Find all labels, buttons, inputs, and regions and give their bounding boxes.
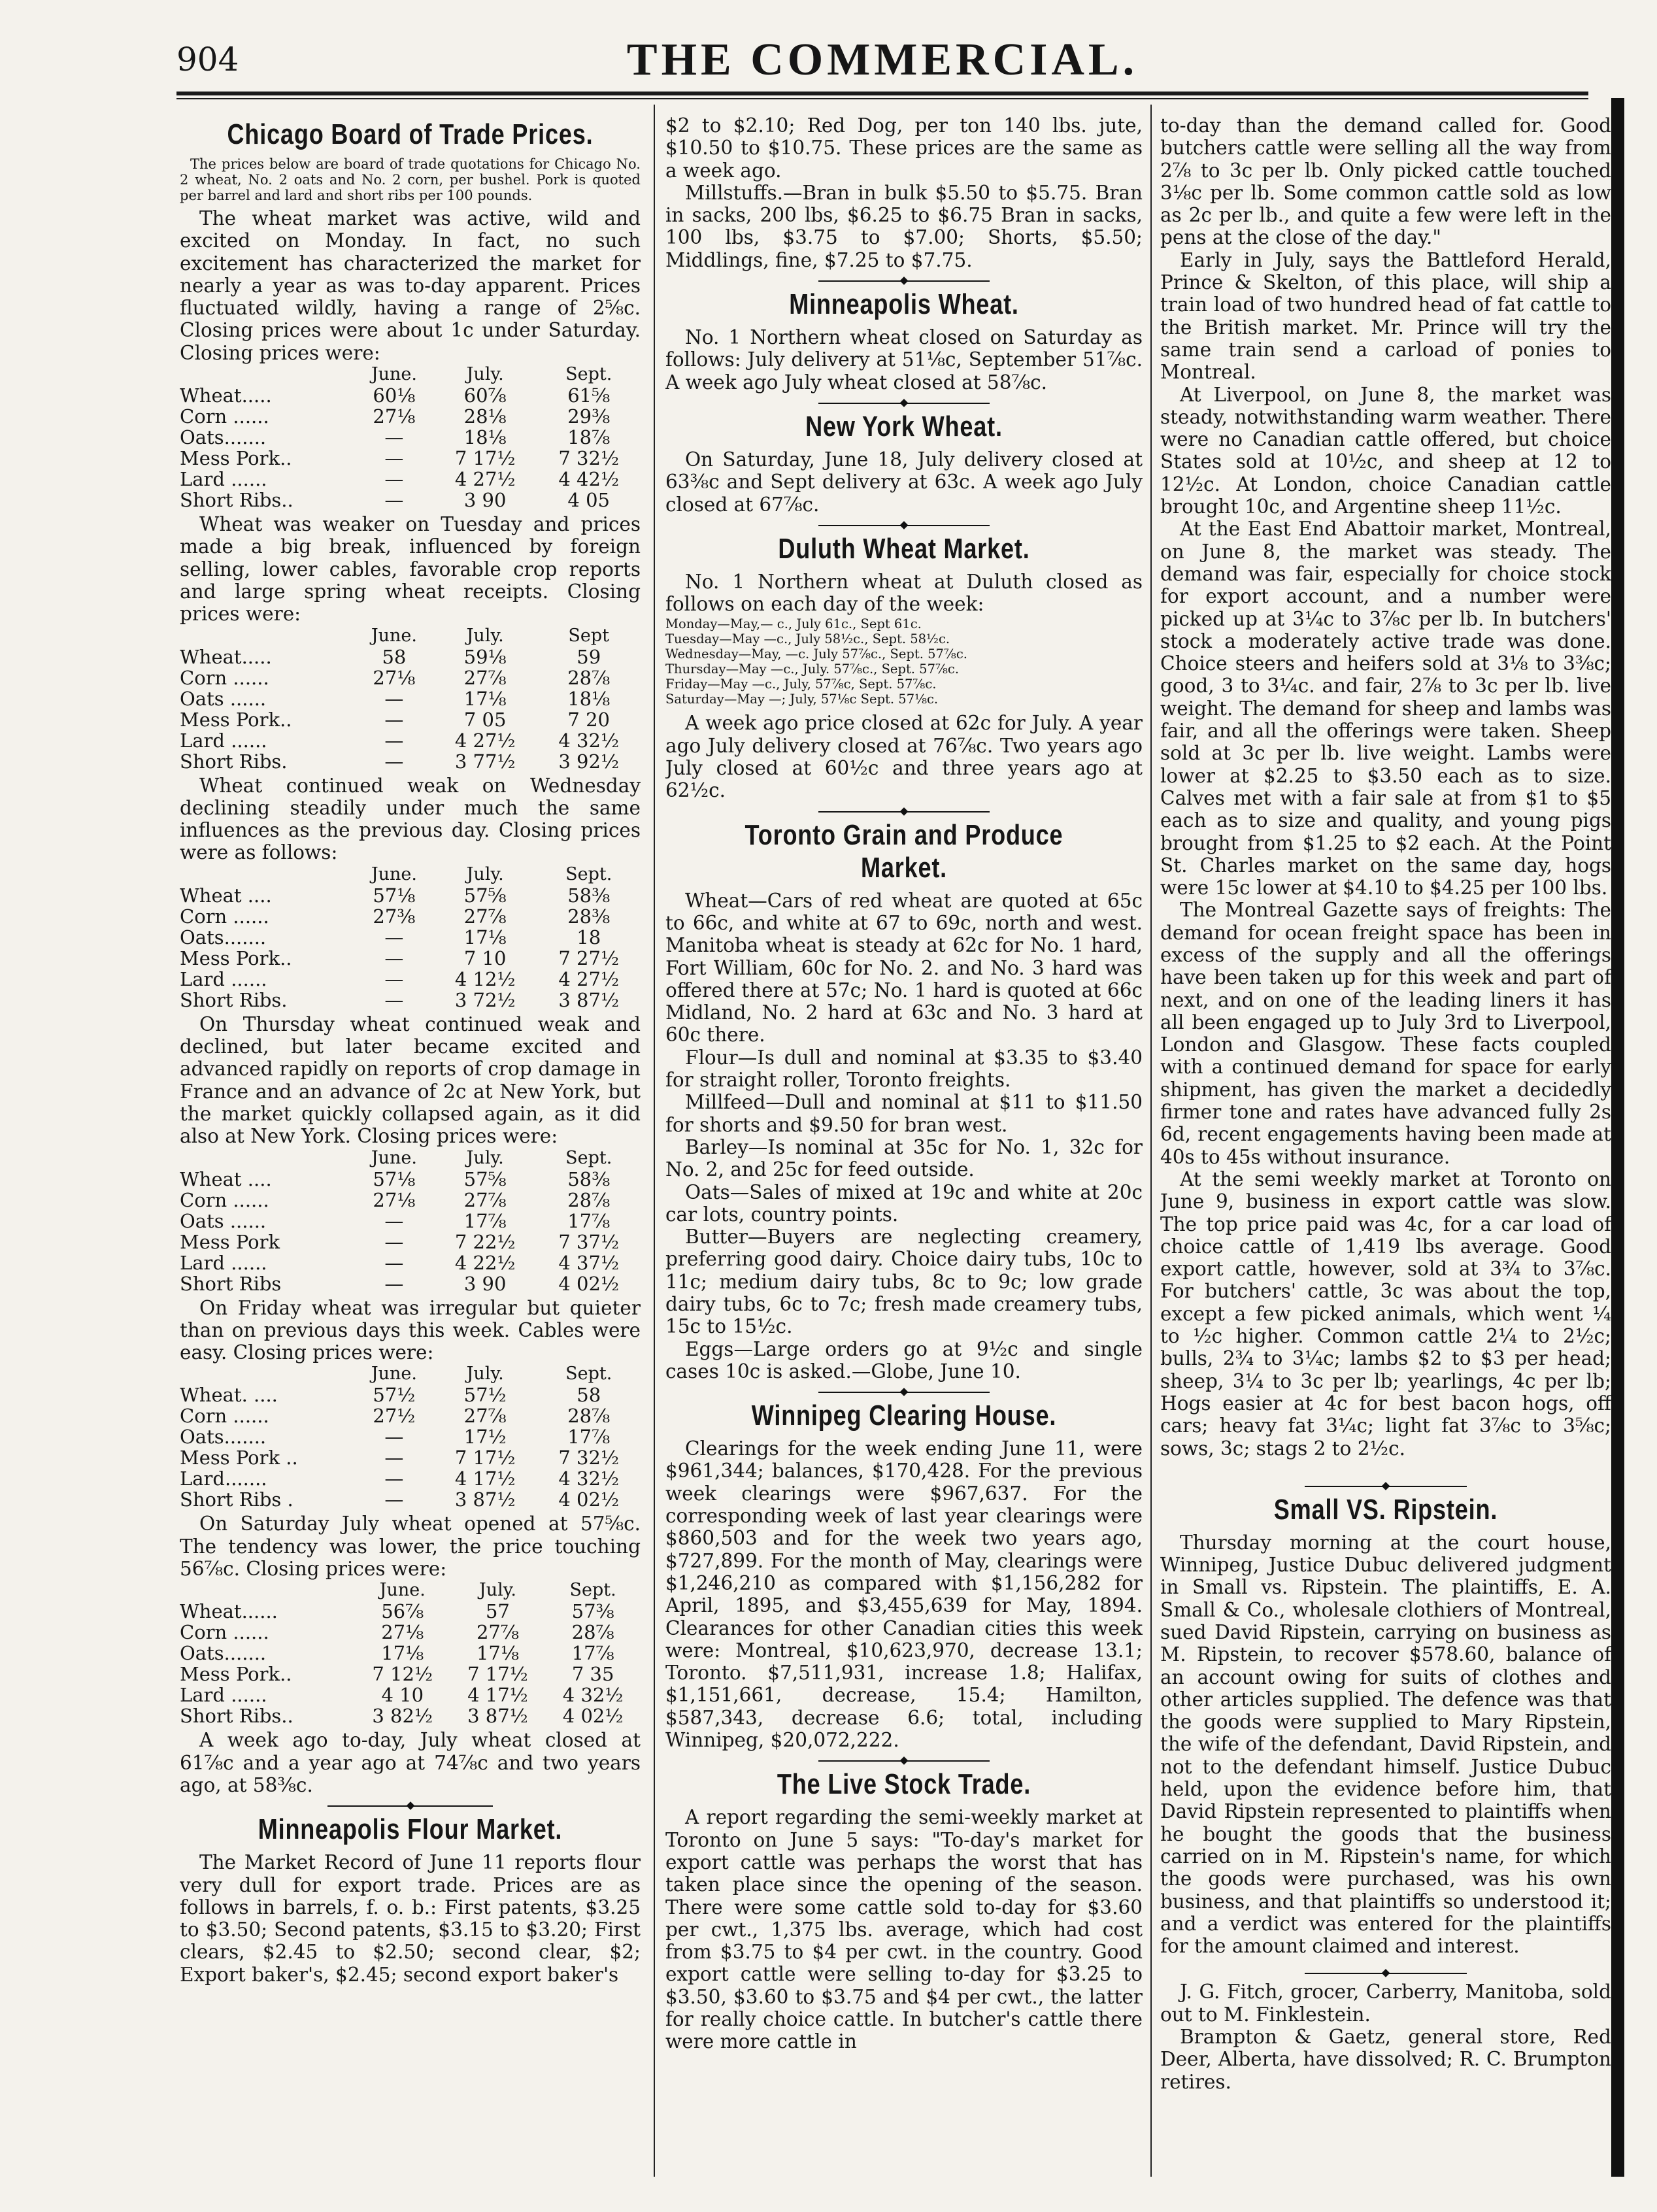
new-york-wheat-text: On Saturday, June 18, July delivery closed at 63⅜c and Sept delivery at 63c. A week ago July closed at 67⅞c. <box>665 448 1143 516</box>
headline-chicago: Chicago Board of Trade Prices. <box>227 118 594 150</box>
duluth-day: Saturday—May —; July, 57⅛c Sept. 57⅛c. <box>665 692 939 707</box>
price-cell: 3 72½ <box>454 988 516 1011</box>
column-header: June. <box>379 1580 426 1601</box>
price-cell: 29⅜ <box>567 405 611 428</box>
table-row <box>180 906 641 927</box>
price-cell: 61⅝ <box>567 384 611 407</box>
header-rule-thin <box>176 98 1588 99</box>
commodity-name: Lard ...... <box>180 967 267 990</box>
column-header: July. <box>466 625 504 646</box>
price-cell: 4 27½ <box>454 468 516 491</box>
page-header <box>176 34 1588 99</box>
commodity-name: Wheat...... <box>180 1600 278 1623</box>
commodity-name: Oats....... <box>180 926 267 948</box>
column-header: Sept. <box>565 1364 612 1384</box>
table-row <box>180 1468 641 1489</box>
table-row <box>180 751 641 772</box>
table-row <box>180 1489 641 1510</box>
table-header-row <box>180 364 641 385</box>
commodity-name: Mess Pork .. <box>180 1447 298 1469</box>
table-row <box>180 469 641 490</box>
section-divider <box>665 1758 1143 1764</box>
price-cell: 7 17½ <box>454 447 516 470</box>
price-cell: 57⅛ <box>373 884 416 907</box>
price-cell: 57½ <box>463 1384 507 1407</box>
section-divider <box>665 400 1143 407</box>
table-row <box>180 885 641 906</box>
price-cell: 7 17½ <box>454 1447 516 1469</box>
chicago-wednesday: Wheat continued weak on Wednesday declining steadily under much the same influences as the previous day. Closing prices were as follows: <box>180 774 641 864</box>
price-cell: 4 22½ <box>454 1251 516 1274</box>
table-row <box>180 1426 641 1447</box>
table-row <box>180 969 641 990</box>
price-table-wednesday <box>180 864 641 1011</box>
toronto-barley: Barley—Is nominal at 35c for No. 1, 32c for No. 2, and 25c for feed outside. <box>665 1135 1143 1181</box>
price-cell: — <box>384 1447 404 1469</box>
section-divider <box>665 809 1143 815</box>
price-cell: 3 82½ <box>372 1705 433 1728</box>
price-cell: 58 <box>382 645 407 668</box>
price-cell: 7 37½ <box>558 1230 620 1253</box>
price-cell: 58⅜ <box>567 1167 611 1190</box>
winnipeg-clearing-text: Clearings for the week ending June 11, were $961,344; balances, $170,428. For the previous week clearings were $967,637. For the corresponding week of last year clearings were $860,503 and for the week two years ago, $727,899. For the month of May, clearings were $1,246,210 as compared with $1,156,282 for April, 1895, and $3,455,639 for May, 1894. Clearances for other Canadian cities this week were: Montreal, $10,623,970, decrease 13.1; Toronto. $7,511,931, increase 1.8; Halifax, $1,151,661, decrease, 15.4; Hamilton, $587,343, decrease 6.6; total, including Winnipeg, $20,072,222. <box>665 1437 1143 1752</box>
commodity-name: Oats....... <box>180 1642 267 1665</box>
price-cell: 4 17½ <box>467 1684 528 1707</box>
business-note-brampton: Brampton & Gaetz, general store, Red Deer, Alberta, have dissolved; R. C. Brumpton retires. <box>1160 2026 1611 2093</box>
table-row <box>180 1705 641 1726</box>
column-rule-1 <box>654 105 655 2177</box>
commodity-name: Short Ribs.. <box>180 1705 293 1728</box>
price-cell: 28⅞ <box>567 666 611 689</box>
section-divider <box>665 522 1143 529</box>
price-cell: 57⅝ <box>463 1167 507 1190</box>
price-cell: 4 32½ <box>562 1684 624 1707</box>
price-cell: 17⅛ <box>463 926 507 948</box>
price-cell: 4 12½ <box>454 967 516 990</box>
column-header: Sept. <box>565 1147 612 1168</box>
column-3 <box>1160 114 1611 2167</box>
price-cell: 27⅞ <box>463 666 507 689</box>
price-cell: 28⅞ <box>567 1188 611 1211</box>
commodity-name: Short Ribs . <box>180 1488 293 1511</box>
price-cell: 17½ <box>463 1426 507 1449</box>
table-row <box>180 1643 641 1664</box>
table-row <box>180 1190 641 1211</box>
table-row <box>180 730 641 751</box>
price-cell: — <box>384 687 404 710</box>
column-header: Sept. <box>565 863 612 884</box>
price-cell: 17⅞ <box>463 1209 507 1232</box>
live-stock-continued: to-day than the demand called for. Good butchers cattle were selling all the way from 2⅞ to 3c per lb. Only picked cattle touched 3⅛c per lb. Some common cattle sold as low as 2c per lb., and quite a few were left in the pens at the close of the day." <box>1160 114 1611 249</box>
column-2 <box>665 114 1143 2167</box>
price-cell: 4 32½ <box>558 1467 620 1490</box>
duluth-day: Wednesday—May, —c. July 57⅞c., Sept. 57⅞c. <box>665 646 967 662</box>
price-cell: 4 27½ <box>558 967 620 990</box>
price-cell: 7 05 <box>463 708 507 731</box>
commodity-name: Wheat..... <box>180 645 272 668</box>
price-cell: 17⅞ <box>571 1642 614 1665</box>
column-rule-2 <box>1150 105 1152 2177</box>
price-cell: 18⅛ <box>463 426 507 449</box>
price-table-tuesday <box>180 626 641 772</box>
price-cell: 3 90 <box>463 1272 507 1295</box>
toronto-millfeed: Millfeed—Dull and nominal at $11 to $11.50 for shorts and $9.50 for bran west. <box>665 1091 1143 1136</box>
price-cell: 58⅜ <box>567 884 611 907</box>
commodity-name: Oats....... <box>180 1426 267 1449</box>
commodity-name: Wheat..... <box>180 384 272 407</box>
toronto-oats: Oats—Sales of mixed at 19c and white at 20c car lots, country points. <box>665 1181 1143 1226</box>
duluth-day: Tuesday—May —c., July 58½c., Sept. 58½c. <box>665 631 950 647</box>
price-cell: 3 90 <box>463 489 507 512</box>
minneapolis-wheat-text: No. 1 Northern wheat closed on Saturday as follows: July delivery at 51⅛c, September 51⅞c. A week ago July wheat closed at 58⅞c. <box>665 326 1143 394</box>
price-cell: 56⅞ <box>381 1600 424 1623</box>
millstuffs-text: Millstuffs.—Bran in bulk $5.50 to $5.75. Bran in sacks, 200 lbs, $6.25 to $6.75 Bran in sacks, 100 lbs, $3.75 to $7.00; Shorts, $5.50; Middlings, fine, $7.25 to $7.75. <box>665 181 1143 271</box>
column-header: June. <box>371 1364 417 1384</box>
price-cell: 7 12½ <box>372 1663 433 1686</box>
price-cell: — <box>384 468 404 491</box>
price-cell: 7 22½ <box>454 1230 516 1253</box>
price-cell: 27⅞ <box>463 1188 507 1211</box>
headline-minneapolis-wheat: Minneapolis Wheat. <box>789 288 1019 321</box>
commodity-name: Wheat .... <box>180 884 272 907</box>
price-cell: 27⅛ <box>373 1188 416 1211</box>
price-cell: 7 10 <box>463 947 507 969</box>
column-header: Sept. <box>565 364 612 385</box>
price-cell: 4 17½ <box>454 1467 516 1490</box>
price-cell: 7 27½ <box>558 947 620 969</box>
table-row <box>180 688 641 709</box>
price-cell: 3 77½ <box>454 750 516 773</box>
section-divider <box>665 1389 1143 1396</box>
price-cell: 59 <box>577 645 601 668</box>
table-header-row <box>180 626 641 646</box>
price-cell: 7 35 <box>571 1663 614 1686</box>
commodity-name: Lard ...... <box>180 1684 267 1707</box>
battleford-text: Early in July, says the Battleford Herald, Prince & Skelton, of this place, will ship a train load of two hundred head of fat cattle to the British market. Mr. Prince will try the same train send a carload of ponies to Montreal. <box>1160 248 1611 384</box>
price-cell: — <box>384 1488 404 1511</box>
commodity-name: Mess Pork <box>180 1230 280 1253</box>
price-cell: 18 <box>577 926 601 948</box>
commodity-name: Wheat .... <box>180 1167 272 1190</box>
price-cell: 27⅞ <box>463 1405 507 1428</box>
table-row <box>180 427 641 448</box>
table-row <box>180 406 641 427</box>
price-cell: 3 87½ <box>467 1705 528 1728</box>
column-header: June. <box>371 863 417 884</box>
binding-edge <box>1611 98 1624 2177</box>
price-cell: 4 10 <box>381 1684 424 1707</box>
price-cell: 7 20 <box>567 708 610 731</box>
table-header-row <box>180 1364 641 1384</box>
price-cell: 27½ <box>373 1405 416 1428</box>
price-cell: 17⅛ <box>381 1642 424 1665</box>
price-cell: 58 <box>577 1384 601 1407</box>
chicago-thursday: On Thursday wheat continued weak and declined, but later became excited and advanced rapidly on reports of crop damage in France and an advance of 2c at New York, but the market quickly collapsed again, as it did also at New York. Closing prices were: <box>180 1013 641 1148</box>
duluth-intro: No. 1 Northern wheat at Duluth closed as follows on each day of the week: <box>665 570 1143 616</box>
commodity-name: Lard....... <box>180 1467 267 1490</box>
headline-duluth: Duluth Wheat Market. <box>778 532 1030 565</box>
headline-winnipeg-clearing: Winnipeg Clearing House. <box>751 1399 1057 1432</box>
price-cell: — <box>384 708 404 731</box>
commodity-name: Short Ribs.. <box>180 489 293 512</box>
table-row <box>180 1232 641 1252</box>
price-cell: 3 92½ <box>558 750 620 773</box>
commodity-name: Lard ...... <box>180 468 267 491</box>
table-row <box>180 1211 641 1232</box>
chicago-saturday: On Saturday July wheat opened at 57⅝c. The tendency was lower, the price touching 56⅞c. Closing prices were: <box>180 1513 641 1581</box>
price-cell: 18⅛ <box>567 687 611 710</box>
commodity-name: Mess Pork.. <box>180 708 292 731</box>
price-cell: 28⅛ <box>463 405 507 428</box>
price-table-monday <box>180 364 641 511</box>
table-row <box>180 1601 641 1622</box>
price-cell: 57 <box>485 1600 510 1623</box>
toronto-cattle-text: At the semi weekly market at Toronto on June 9, business in export cattle was slow. The top price paid was 4c, for a car load of choice cattle of 1,419 lbs average. Good export cattle, however, sold at 3¾ to 3⅞c. For butchers' cattle, 3c was about the top, except a few picked animals, which went ¼ to ½c higher. Common cattle 2¼ to 2½c; bulls, 2¾ to 3¼c; lambs $2 to $3 per head; sheep, 3¼ to 3c per lb; yearlings, 4c per lb; Hogs easier at 4c for best bacon hogs, off cars; heavy fat 3¼c; light fat 3⅞c to 3⅝c; sows, 3c; stags 2 to 2½c. <box>1160 1167 1611 1460</box>
table-row <box>180 1405 641 1426</box>
small-vs-ripstein-text: Thursday morning at the court house, Winnipeg, Justice Dubuc delivered judgment in Small vs. Ripstein. The plaintiffs, E. A. Small & Co., wholesale clothiers of Montreal, sued David Ripstein, carrying on business as M. Ripstein, to recover $578.60, balance of an account owing for suits of clothes and other articles supplied. The defence was that the goods were supplied to Mary Ripstein, the wife of the defendant, David Ripstein, and not to the defendant himself. Justice Dubuc held, upon the evidence before him, that David Ripstein represented to plaintiffs when he bought the goods that the business carried on in M. Ripstein's name, for which the goods were purchased, was his own business, and that plaintiffs so understood it; and a verdict was entered for the plaintiffs for the amount claimed and interest. <box>1160 1531 1611 1958</box>
minneapolis-flour-text: The Market Record of June 11 reports flour very dull for export trade. Prices are as follows in barrels, f. o. b.: First patents, $3.25 to $3.50; Second patents, $3.15 to $3.20; First clears, $2.45 to $2.50; second clear, $2; Export baker's, $2.45; second export baker's <box>180 1851 641 1986</box>
price-cell: — <box>384 1251 404 1274</box>
chicago-tuesday: Wheat was weaker on Tuesday and prices made a big break, influenced by foreign selling, lower cables, favorable crop reports and large spring wheat receipts. Closing prices were: <box>180 513 641 626</box>
section-divider <box>1160 1483 1611 1490</box>
price-cell: 17⅞ <box>567 1426 611 1449</box>
commodity-name: Lard ...... <box>180 729 267 752</box>
price-cell: 7 32½ <box>558 1447 620 1469</box>
duluth-daily-list <box>665 616 1143 707</box>
price-cell: 17⅛ <box>476 1642 519 1665</box>
price-cell: — <box>384 489 404 512</box>
table-row <box>180 1684 641 1705</box>
duluth-week-ago: A week ago price closed at 62c for July. A year ago July delivery closed at 76⅞c. Two years ago July closed at 60½c and three years ago at 62½c. <box>665 712 1143 802</box>
freights-text: The Montreal Gazette says of freights: The demand for ocean freight space has been in excess of the supply and all the offerings have been taken up for this week and part of next, and on one of the leading liners it has all been engaged up to July 3rd to Liverpool, London and Glasgow. These facts coupled with a continued demand for space for early shipment, has given the market a decidedly firmer tone and rates have advanced fully 2s 6d, recent engagements having been made at 40s to 45s without insurance. <box>1160 899 1611 1168</box>
price-table-friday <box>180 1364 641 1510</box>
chicago-friday: On Friday wheat was irregular but quieter than on previous days this week. Cables were easy. Closing prices were: <box>180 1296 641 1364</box>
live-stock-text: A report regarding the semi-weekly market at Toronto on June 5 says: "To-day's market for export cattle was perhaps the worst that has taken place since the opening of the season. There were some cattle sold to-day for $3.60 per cwt., 1,375 lbs. average, which had cost from $3.75 to $4 per cwt. in the country. Good export cattle were selling to-day for $3.25 to $3.50, $3.60 to $3.75 and $4 per cwt., the latter for really choice cattle. In butcher's cattle there were more cattle in <box>665 1806 1143 2053</box>
column-header: Sept. <box>569 1580 616 1601</box>
flour-continued: $2 to $2.10; Red Dog, per ton 140 lbs. jute, $10.50 to $10.75. These prices are the same as a week ago. <box>665 114 1143 182</box>
section-divider <box>180 1803 641 1809</box>
commodity-name: Oats ...... <box>180 687 267 710</box>
price-cell: 3 87½ <box>454 1488 516 1511</box>
montreal-abattoir-text: At the East End Abattoir market, Montreal, on June 8, the market was steady. The demand was fair, especially for choice stock for export account, and a number were picked up at 3¼c to 3⅞c per lb. In butchers' stock a moderately active trade was done. Choice steers and heifers sold at 3⅛ to 3⅜c; good, 3 to 3¼c. and fair, 2⅞ to 3c per lb. live weight. The demand for sheep and lambs was fair, and all the offerings were taken. Sheep sold at 3c per lb. live weight. Lambs were lower at $2.25 to $3.50 each as to size. Calves met with a fair sale at from $1 to $5 each as to size and quality, and young pigs brought from $1.25 to $2 each. At the Point St. Charles market on the same day, hogs were 15c lower at $4.10 to $4.25 per 100 lbs. <box>1160 518 1611 899</box>
table-row <box>180 490 641 511</box>
commodity-name: Oats ...... <box>180 1209 267 1232</box>
masthead-title: THE COMMERCIAL. <box>626 35 1139 85</box>
commodity-name: Corn ...... <box>180 1405 269 1428</box>
table-row <box>180 1447 641 1468</box>
column-header: July. <box>466 364 504 385</box>
commodity-name: Short Ribs. <box>180 750 288 773</box>
table-header-row <box>180 864 641 885</box>
headline-new-york-wheat: New York Wheat. <box>805 410 1003 443</box>
table-row <box>180 1252 641 1273</box>
price-cell: — <box>384 426 404 449</box>
table-row <box>180 667 641 688</box>
duluth-day: Thursday—May —c., July. 57⅞c., Sept. 57⅞c. <box>665 662 960 677</box>
commodity-name: Lard ...... <box>180 1251 267 1274</box>
column-1 <box>180 114 641 2167</box>
commodity-name: Wheat. .... <box>180 1384 278 1407</box>
price-table-thursday <box>180 1148 641 1294</box>
commodity-name: Mess Pork.. <box>180 1663 292 1686</box>
chicago-note: The prices below are board of trade quotations for Chicago No. 2 wheat, No. 2 oats and No. 2 corn, per bushel. Pork is quoted per barrel and lard and short ribs per 100 pounds. <box>180 156 641 203</box>
chicago-week-ago: A week ago to-day, July wheat closed at 61⅞c and a year ago at 74⅞c and two years ago, at 58⅜c. <box>180 1729 641 1796</box>
price-cell: 60⅞ <box>463 384 507 407</box>
table-row <box>180 1169 641 1190</box>
price-cell: 28⅜ <box>567 905 611 928</box>
price-cell: 7 32½ <box>558 447 620 470</box>
price-cell: 3 87½ <box>558 988 620 1011</box>
table-row <box>180 448 641 469</box>
price-cell: 28⅞ <box>567 1405 611 1428</box>
price-cell: 57½ <box>373 1384 416 1407</box>
commodity-name: Corn ...... <box>180 1188 269 1211</box>
price-cell: — <box>384 947 404 969</box>
toronto-wheat: Wheat—Cars of red wheat are quoted at 65c to 66c, and white at 67 to 69c, north and west. Manitoba wheat is steady at 62c for No. 1 hard, Fort William, 60c for No. 2. and No. 3 hard was offered there at 57c; No. 1 hard is quoted at 66c Midland, No. 2 hard at 63c and No. 3 hard at 60c there. <box>665 889 1143 1047</box>
commodity-name: Short Ribs <box>180 1272 282 1295</box>
table-row <box>180 709 641 730</box>
commodity-name: Corn ...... <box>180 905 269 928</box>
price-cell: 4 02½ <box>558 1488 620 1511</box>
price-cell: — <box>384 750 404 773</box>
price-cell: 4 42½ <box>558 468 620 491</box>
price-cell: — <box>384 1426 404 1449</box>
commodity-name: Corn ...... <box>180 405 269 428</box>
column-header: July. <box>478 1580 516 1601</box>
headline-small-vs-ripstein: Small VS. Ripstein. <box>1273 1493 1498 1526</box>
price-cell: 57⅛ <box>373 1167 416 1190</box>
price-cell: — <box>384 1230 404 1253</box>
table-header-row <box>180 1580 641 1601</box>
price-cell: 27⅛ <box>381 1621 424 1644</box>
header-rule <box>176 92 1588 95</box>
price-cell: 27⅞ <box>476 1621 519 1644</box>
price-cell: 4 02½ <box>558 1272 620 1295</box>
table-row <box>180 1664 641 1684</box>
price-cell: — <box>384 967 404 990</box>
column-header: Sept <box>568 625 610 646</box>
toronto-eggs: Eggs—Large orders go at 9½c and single cases 10c is asked.—Globe, June 10. <box>665 1337 1143 1382</box>
column-header: June. <box>371 625 417 646</box>
price-cell: 59⅛ <box>463 645 507 668</box>
price-cell: 57⅝ <box>463 884 507 907</box>
price-cell: — <box>384 447 404 470</box>
price-cell: 27⅛ <box>373 666 416 689</box>
column-header: July. <box>466 1364 504 1384</box>
table-row <box>180 1384 641 1405</box>
price-cell: — <box>384 1272 404 1295</box>
table-row <box>180 990 641 1011</box>
price-cell: — <box>384 988 404 1011</box>
price-cell: 27⅛ <box>373 405 416 428</box>
toronto-butter: Butter—Buyers are neglecting creamery, preferring good dairy. Choice dairy tubs, 10c to 11c; medium dairy tubs, 8c to 9c; low grade dairy tubs, 6c to 7c; fresh made creamery tubs, 15c to 15½c. <box>665 1226 1143 1338</box>
price-cell: 17⅛ <box>463 687 507 710</box>
duluth-day: Friday—May —c., July, 57⅞c, Sept. 57⅞c. <box>665 677 937 692</box>
table-row <box>180 1622 641 1643</box>
price-cell: 57⅜ <box>571 1600 614 1623</box>
headline-live-stock: The Live Stock Trade. <box>777 1768 1031 1801</box>
price-cell: 60⅛ <box>373 384 416 407</box>
table-row <box>180 948 641 969</box>
price-cell: 17⅞ <box>567 1209 611 1232</box>
table-row <box>180 927 641 948</box>
commodity-name: Corn ...... <box>180 666 269 689</box>
price-cell: 27⅜ <box>373 905 416 928</box>
page-number: 904 <box>176 41 239 78</box>
commodity-name: Short Ribs. <box>180 988 288 1011</box>
section-divider <box>665 278 1143 284</box>
price-cell: 28⅞ <box>571 1621 614 1644</box>
chicago-monday: The wheat market was active, wild and excited on Monday. In fact, no such excitement has characterized the market for nearly a year as was to-day apparent. Prices fluctuated wildly, having a range of 2⅝c. Closing prices were about 1c under Saturday. Closing prices were: <box>180 207 641 364</box>
table-header-row <box>180 1148 641 1169</box>
commodity-name: Corn ...... <box>180 1621 269 1644</box>
table-row <box>180 1273 641 1294</box>
column-header: July. <box>466 863 504 884</box>
commodity-name: Oats....... <box>180 426 267 449</box>
duluth-day: Monday—May,— c., July 61c., Sept 61c. <box>665 616 922 632</box>
table-row <box>180 646 641 667</box>
column-header: June. <box>371 364 417 385</box>
price-cell: 4 32½ <box>558 729 620 752</box>
commodity-name: Mess Pork.. <box>180 947 292 969</box>
price-cell: 7 17½ <box>467 1663 528 1686</box>
column-header: July. <box>466 1147 504 1168</box>
price-table-saturday <box>180 1580 641 1726</box>
price-cell: — <box>384 1209 404 1232</box>
toronto-flour: Flour—Is dull and nominal at $3.35 to $3.40 for straight roller, Toronto freights. <box>665 1046 1143 1092</box>
price-cell: — <box>384 729 404 752</box>
price-cell: 18⅞ <box>567 426 611 449</box>
headline-minneapolis-flour: Minneapolis Flour Market. <box>258 1813 563 1846</box>
price-cell: 4 02½ <box>562 1705 624 1728</box>
business-note-fitch: J. G. Fitch, grocer, Carberry, Manitoba, sold out to M. Finklestein. <box>1160 1981 1611 2026</box>
price-cell: — <box>384 926 404 948</box>
price-cell: 27⅞ <box>463 905 507 928</box>
column-header: June. <box>371 1147 417 1168</box>
table-row <box>180 385 641 406</box>
price-cell: — <box>384 1467 404 1490</box>
headline-toronto: Toronto Grain and Produce Market. <box>745 818 1063 884</box>
price-cell: 4 05 <box>567 489 610 512</box>
price-cell: 4 27½ <box>454 729 516 752</box>
commodity-name: Mess Pork.. <box>180 447 292 470</box>
price-cell: 4 37½ <box>558 1251 620 1274</box>
liverpool-text: At Liverpool, on June 8, the market was steady, notwithstanding warm weather. There were no Canadian cattle offered, but choice States sold at 10½c, and sheep at 12 to 12½c. At London, choice Canadian cattle brought 10c, and Argentine sheep 11½c. <box>1160 383 1611 518</box>
section-divider <box>1160 1970 1611 1977</box>
